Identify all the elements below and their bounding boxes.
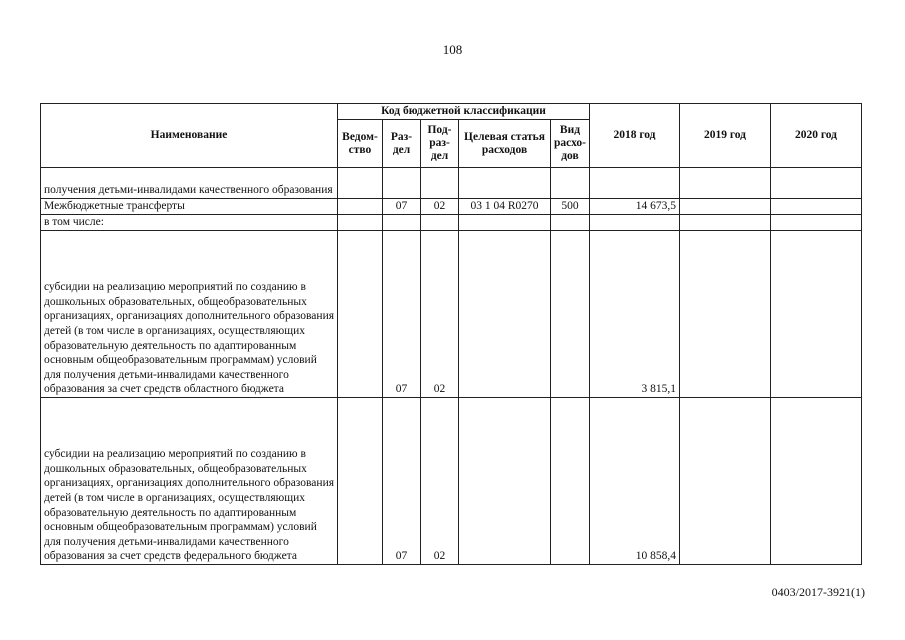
row-department — [338, 215, 383, 231]
header-subsection: Под-раз-дел — [421, 120, 459, 168]
header-expense-type: Вид расхо-дов — [551, 120, 590, 168]
row-2020 — [770, 168, 861, 199]
row-target-article — [459, 231, 551, 398]
row-section — [383, 215, 421, 231]
row-subsection: 02 — [421, 398, 459, 565]
row-2020 — [770, 199, 861, 215]
row-target-article — [459, 398, 551, 565]
document-code: 0403/2017-3921(1) — [771, 585, 865, 599]
row-subsection: 02 — [421, 199, 459, 215]
row-expense-type — [551, 398, 590, 565]
row-name: субсидии на реализацию мероприятий по созданию в дошкольных образовательных, общеобразовательных организациях, организациях дополнительного образования детей (в том числе в организациях, осуществляющих образовательную деятельность по адаптированным основным общеобразовательным программам) условий для получения детьми-инвалидами качественного образования за счет средств федерального бюджета — [41, 398, 338, 565]
table-row — [41, 215, 862, 231]
row-target-article — [459, 168, 551, 199]
budget-table — [40, 103, 862, 565]
row-2018 — [589, 215, 679, 231]
row-section: 07 — [383, 231, 421, 398]
table-row — [41, 199, 862, 215]
row-2019 — [679, 398, 770, 565]
row-2018: 3 815,1 — [589, 231, 679, 398]
row-target-article: 03 1 04 R0270 — [459, 199, 551, 215]
row-2019 — [679, 215, 770, 231]
row-department — [338, 168, 383, 199]
page-number: 108 — [442, 42, 463, 57]
table-row — [41, 168, 862, 199]
row-subsection — [421, 215, 459, 231]
header-section: Раз-дел — [383, 120, 421, 168]
row-expense-type — [551, 231, 590, 398]
row-name: получения детьми-инвалидами качественного образования — [41, 168, 338, 199]
row-2020 — [770, 398, 861, 565]
row-section — [383, 168, 421, 199]
row-2018: 10 858,4 — [589, 398, 679, 565]
header-2018: 2018 год — [589, 104, 679, 168]
row-name: субсидии на реализацию мероприятий по созданию в дошкольных образовательных, общеобразовательных организациях, организациях дополнительного образования детей (в том числе в организациях, осуществляющих образовательную деятельность по адаптированным основным общеобразовательным программам) условий для получения детьми-инвалидами качественного образования за счет средств областного бюджета — [41, 231, 338, 398]
row-target-article — [459, 215, 551, 231]
header-classification: Код бюджетной классификации — [338, 104, 590, 120]
table-row — [41, 231, 862, 398]
row-section: 07 — [383, 398, 421, 565]
row-section: 07 — [383, 199, 421, 215]
row-2018 — [589, 168, 679, 199]
row-2020 — [770, 215, 861, 231]
row-2019 — [679, 168, 770, 199]
row-subsection — [421, 168, 459, 199]
row-2018: 14 673,5 — [589, 199, 679, 215]
row-name: Межбюджетные трансферты — [41, 199, 338, 215]
row-2019 — [679, 231, 770, 398]
header-target-article: Целевая статья расходов — [459, 120, 551, 168]
row-expense-type: 500 — [551, 199, 590, 215]
header-department: Ведом-ство — [338, 120, 383, 168]
header-name: Наименование — [41, 104, 338, 168]
row-expense-type — [551, 168, 590, 199]
row-department — [338, 398, 383, 565]
row-department — [338, 199, 383, 215]
row-expense-type — [551, 215, 590, 231]
row-name: в том числе: — [41, 215, 338, 231]
header-2019: 2019 год — [679, 104, 770, 168]
header-2020: 2020 год — [770, 104, 861, 168]
row-2020 — [770, 231, 861, 398]
row-2019 — [679, 199, 770, 215]
row-subsection: 02 — [421, 231, 459, 398]
table-row — [41, 398, 862, 565]
row-department — [338, 231, 383, 398]
